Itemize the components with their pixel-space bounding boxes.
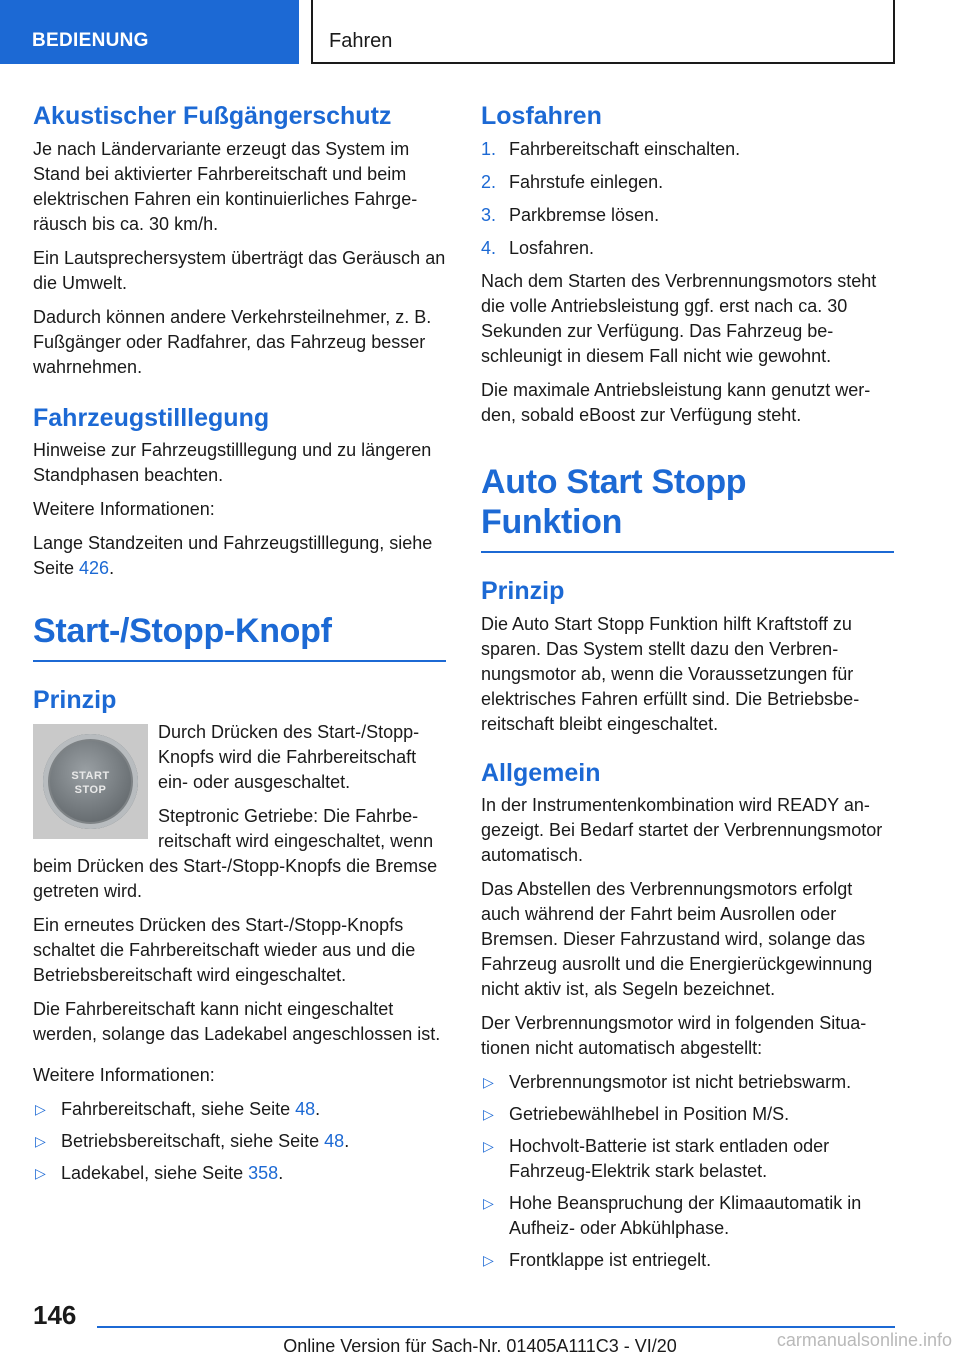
startstop-p3: Ein erneutes Drücken des Start-/Stopp-Knopfs schaltet die Fahrbereitschaft wieder aus und die Betriebsbereitschaft wird eingeschaltet. [33, 915, 416, 986]
allgemein-p1: In der Instrumentenkombination wird READY angezeigt. Bei Bedarf startet der Verbrennungsmotor automatisch. [481, 795, 883, 866]
watermark: carmanualsonline.info [776, 1330, 952, 1350]
allgemein-heading: Allgemein [481, 758, 601, 787]
triangle-bullet-icon: ▷ [483, 1195, 494, 1212]
step-text: Parkbremse lösen. [509, 204, 660, 225]
step-text: Losfahren. [509, 237, 595, 258]
stilllegung-p2: Weitere Informationen: [33, 499, 215, 519]
losfahren-heading: Losfahren [481, 102, 602, 130]
stilllegung-heading: Fahrzeugstilllegung [33, 403, 270, 432]
start-stop-knob-icon [43, 734, 138, 829]
ref-period: . [344, 1131, 350, 1152]
startstop-p1: Durch Drücken des Start-/Stopp-Knopfs wird die Fahrbereitschaft ein- oder ausgeschaltet. [158, 722, 420, 793]
triangle-bullet-icon: ▷ [483, 1138, 494, 1155]
stilllegung-p1: Hinweise zur Fahrzeugstilllegung und zu längeren Standphasen beachten. [33, 440, 432, 485]
stilllegung-ref-text: Lange Standzeiten und Fahrzeugstilllegung, siehe Seite [33, 533, 433, 578]
page-number: 146 [33, 1300, 77, 1330]
autostart-heading: Auto Start Stopp Funktion [481, 462, 894, 554]
condition-text: Getriebewählhebel in Position M/S. [509, 1104, 790, 1125]
page-link-48[interactable]: 48 [324, 1131, 345, 1152]
section-label: BEDIENUNG [32, 30, 149, 51]
list-item [481, 1191, 894, 1241]
akustisch-heading: Akustischer Fußgängerschutz [33, 102, 392, 130]
stilllegung-p3 [33, 531, 446, 581]
section-tab [0, 0, 299, 64]
losfahren-p1: Nach dem Starten des Verbrennungsmotors steht die volle Antriebsleistung ggf. erst nach ca. 30 Sekunden zur Verfügung. Das Fahrzeug beschleunigt in diesem Fall nicht wie gewohnt. [481, 270, 877, 366]
start-stop-button-image [33, 724, 148, 839]
list-item [481, 236, 894, 261]
autostart-prinzip-heading: Prinzip [481, 577, 565, 606]
page-link-426[interactable]: 426 [79, 558, 110, 578]
startstop-p2: Steptronic Getriebe: Die Fahrbereitschaft wird eingeschaltet, wenn beim Drücken des Start-/Stopp-Knopfs die Bremse getreten wird. [33, 806, 438, 902]
chapter-tab [311, 0, 895, 64]
akustisch-p3: Dadurch können andere Verkehrsteilnehmer, z. B. Fußgänger oder Radfahrer, das Fahrzeug besser wahrnehmen. [33, 306, 432, 377]
startstop-prinzip-heading: Prinzip [33, 685, 117, 714]
akustisch-p2: Ein Lautsprechersystem überträgt das Geräusch an die Umwelt. [33, 247, 446, 293]
triangle-bullet-icon: ▷ [483, 1106, 494, 1123]
condition-text: Hohe Beanspruchung der Klimaautomatik in Aufheiz- oder Abkühlphase. [509, 1193, 862, 1239]
startstop-p4: Die Fahrbereitschaft kann nicht eingeschaltet werden, solange das Ladekabel angeschlossen ist. [33, 999, 441, 1045]
left-column [33, 100, 446, 1193]
autostart-conditions [481, 1070, 894, 1273]
list-item [33, 1097, 446, 1122]
step-number: 2. [481, 171, 497, 192]
triangle-bullet-icon: ▷ [35, 1101, 46, 1118]
triangle-bullet-icon: ▷ [483, 1252, 494, 1269]
list-item [481, 1102, 894, 1127]
ref-period: . [109, 558, 115, 578]
allgemein-p2: Das Abstellen des Verbrennungsmotors erfolgt auch während der Fahrt beim Ausrollen oder Bremsen. Dieser Fahrzustand wird, solange das Fahrzeug ausrollt und die Energierückgewinnung nicht aktiv ist, als Segeln bezeichnet. [481, 879, 873, 1000]
link-text: Fahrbereitschaft, siehe Seite [61, 1099, 296, 1120]
step-text: Fahrstufe einlegen. [509, 171, 664, 192]
list-item [33, 1161, 446, 1186]
footer-divider [97, 1326, 895, 1328]
startstop-links [33, 1097, 446, 1186]
condition-text: Hochvolt-Batterie ist stark entladen oder Fahrzeug-Elektrik stark belastet. [509, 1136, 830, 1182]
list-item [481, 170, 894, 195]
list-item [481, 137, 894, 162]
step-number: 4. [481, 237, 497, 258]
page-link-358[interactable]: 358 [248, 1163, 279, 1184]
step-number: 1. [481, 138, 497, 159]
right-column [481, 100, 894, 1280]
knob-stop-label: STOP [74, 784, 107, 797]
allgemein-p3: Der Verbrennungsmotor wird in folgenden Situationen nicht automatisch abgestellt: [481, 1013, 867, 1059]
chapter-label: Fahren [329, 30, 393, 52]
list-item [481, 1248, 894, 1273]
page-link-48[interactable]: 48 [295, 1099, 316, 1120]
startstop-heading: Start-/Stopp-Knopf [33, 611, 446, 662]
condition-text: Verbrennungsmotor ist nicht betriebswarm. [509, 1072, 852, 1093]
list-item [481, 203, 894, 228]
autostart-prinzip-text: Die Auto Start Stopp Funktion hilft Kraftstoff zu sparen. Das System stellt dazu den Verbrennungsmotor ab, wenn die Voraussetzungen für elektrisches Fahren erfüllt sind. Die Betriebsbereitschaft bleibt eingeschaltet. [481, 613, 860, 734]
triangle-bullet-icon: ▷ [35, 1165, 46, 1182]
step-text: Fahrbereitschaft einschalten. [509, 138, 741, 159]
list-item [33, 1129, 446, 1154]
losfahren-steps [481, 137, 894, 261]
triangle-bullet-icon: ▷ [483, 1074, 494, 1091]
footer-text: Online Version für Sach-Nr. 01405A111C3 - VI/20 [283, 1336, 677, 1356]
step-number: 3. [481, 204, 497, 225]
list-item [481, 1070, 894, 1095]
condition-text: Frontklappe ist entriegelt. [509, 1250, 712, 1271]
list-item [481, 1134, 894, 1184]
ref-period: . [315, 1099, 321, 1120]
knob-start-label: START [71, 770, 110, 783]
akustisch-p1: Je nach Ländervariante erzeugt das System im Stand bei aktivierter Fahrbereitschaft und beim elektrischen Fahren ein kontinuierliches Fahrgeräusch bis ca. 30 km/h. [33, 138, 418, 234]
losfahren-p2: Die maximale Antriebsleistung kann genutzt werden, sobald eBoost zur Verfügung steht. [481, 379, 871, 425]
triangle-bullet-icon: ▷ [35, 1133, 46, 1150]
startstop-more: Weitere Informationen: [33, 1065, 215, 1086]
link-text: Betriebsbereitschaft, siehe Seite [61, 1131, 325, 1152]
link-text: Ladekabel, siehe Seite [61, 1163, 249, 1184]
ref-period: . [278, 1163, 284, 1184]
